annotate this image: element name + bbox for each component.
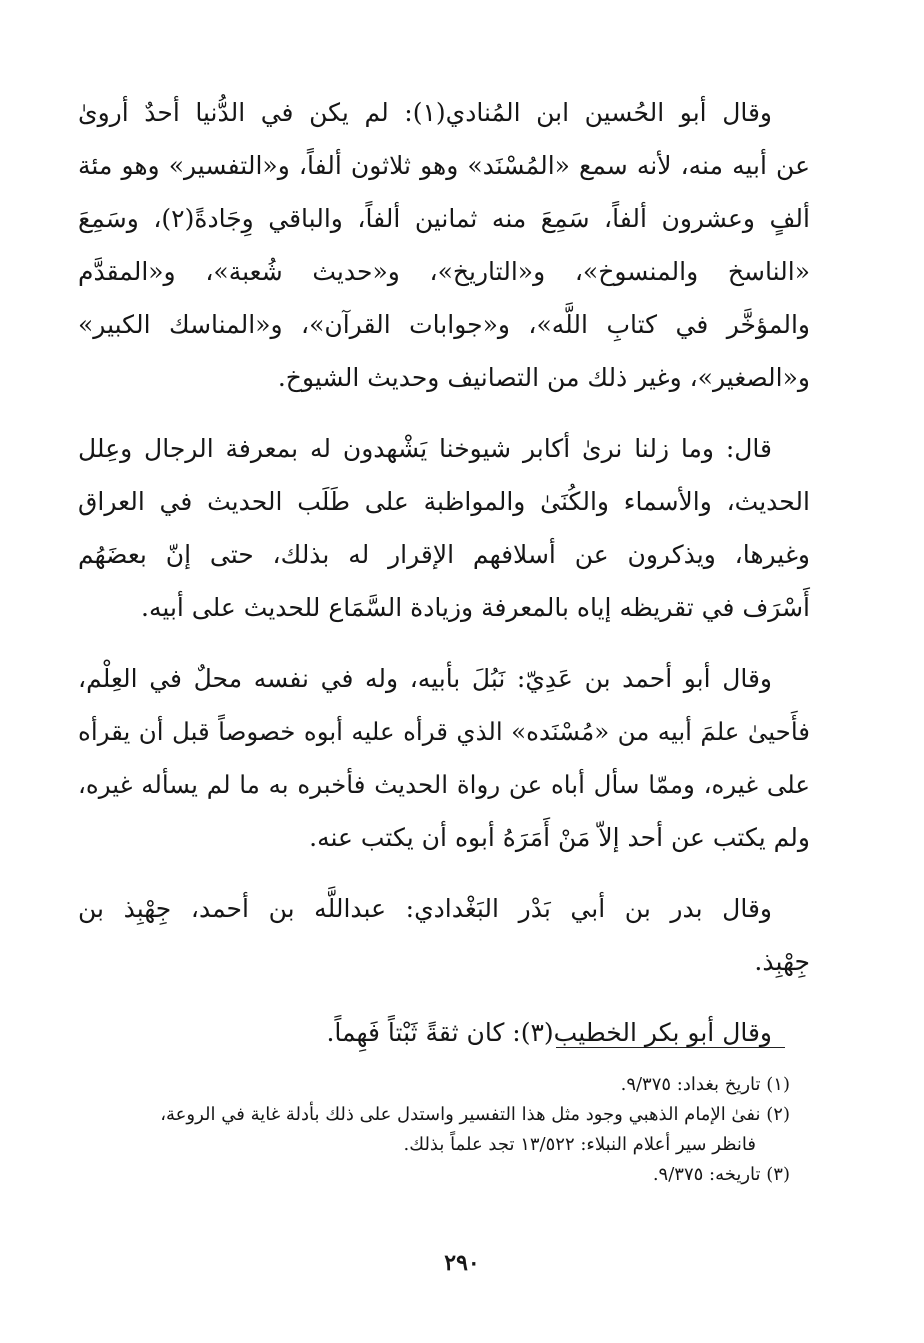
text-line: وقال أبو الحُسين ابن المُنادي(١): لم يكن في الدُّنيا أحدٌ أروىٰ	[78, 98, 773, 127]
text-line: وغيرها، ويذكرون عن أسلافهم الإقرار له بذلك، حتى إنّ بعضَهُم	[78, 540, 810, 569]
paragraph-2	[78, 422, 810, 634]
footnote-1: (١) تاريخ بغداد: ٩/٣٧٥.	[620, 1074, 790, 1095]
text-line: و«الصغير»، وغير ذلك من التصانيف وحديث الشيوخ.	[277, 363, 810, 392]
paragraph-5	[78, 1006, 810, 1059]
text-line: على غيره، وممّا سأل أباه عن رواة الحديث فأخبره به ما لم يسأله غيره،	[78, 770, 810, 799]
text-line: وقال أبو بكر الخطيب(٣): كان ثقةً ثَبْتاً فَهِماً.	[326, 1018, 772, 1047]
footnotes	[78, 1070, 790, 1190]
footnote-2: (٢) نفىٰ الإمام الذهبي وجود مثل هذا التفسير واستدل على ذلك بأدلة غاية في الروعة،	[160, 1104, 790, 1125]
paragraph-4	[78, 882, 810, 988]
page-body	[78, 86, 810, 1077]
text-line: الحديث، والأسماء والكُنَىٰ والمواظبة على طَلَب الحديث في العراق	[78, 487, 810, 516]
text-line: ولم يكتب عن أحد إلاّ مَنْ أَمَرَهُ أبوه أن يكتب عنه.	[309, 823, 810, 852]
page-number: ٢٩٠	[444, 1250, 480, 1276]
text-line: وقال بدر بن أبي بَدْر البَغْدادي: عبداللَّه بن أحمد، جِهْبِذ بن	[78, 894, 772, 923]
text-line: «الناسخ والمنسوخ»، و«التاريخ»، و«حديث شُعبة»، و«المقدَّم	[78, 257, 810, 286]
text-line: فأَحيىٰ علمَ أبيه من «مُسْنَده» الذي قرأه عليه أبوه خصوصاً قبل أن يقرأه	[78, 717, 810, 746]
footnote-3: (٣) تاريخه: ٩/٣٧٥.	[652, 1164, 790, 1185]
text-line: قال: وما زلنا نرىٰ أكابر شيوخنا يَشْهدون له بمعرفة الرجال وعِلل	[78, 434, 772, 463]
text-line: عن أبيه منه، لأنه سمع «المُسْنَد» وهو ثلاثون ألفاً، و«التفسير» وهو مئة	[78, 151, 810, 180]
text-line: جِهْبِذ.	[754, 947, 810, 976]
text-line: والمؤخَّر في كتابِ اللَّه»، و«جوابات القرآن»، و«المناسك الكبير»	[78, 310, 810, 339]
paragraph-1	[78, 86, 810, 404]
footnote-2-continued: فانظر سير أعلام النبلاء: ١٣/٥٢٢ تجد علماً بذلك.	[403, 1134, 756, 1155]
paragraph-3	[78, 652, 810, 864]
text-line: وقال أبو أحمد بن عَدِيّ: نَبُلَ بأبيه، وله في نفسه محلٌ في العِلْم،	[78, 664, 772, 693]
text-line: ألفٍ وعشرون ألفاً، سَمِعَ منه ثمانين ألفاً، والباقي وِجَادةً(٢)، وسَمِعَ	[78, 204, 810, 233]
text-line: أَسْرَف في تقريظه إياه بالمعرفة وزيادة السَّمَاع للحديث على أبيه.	[141, 593, 810, 622]
footnote-separator	[556, 1047, 785, 1048]
